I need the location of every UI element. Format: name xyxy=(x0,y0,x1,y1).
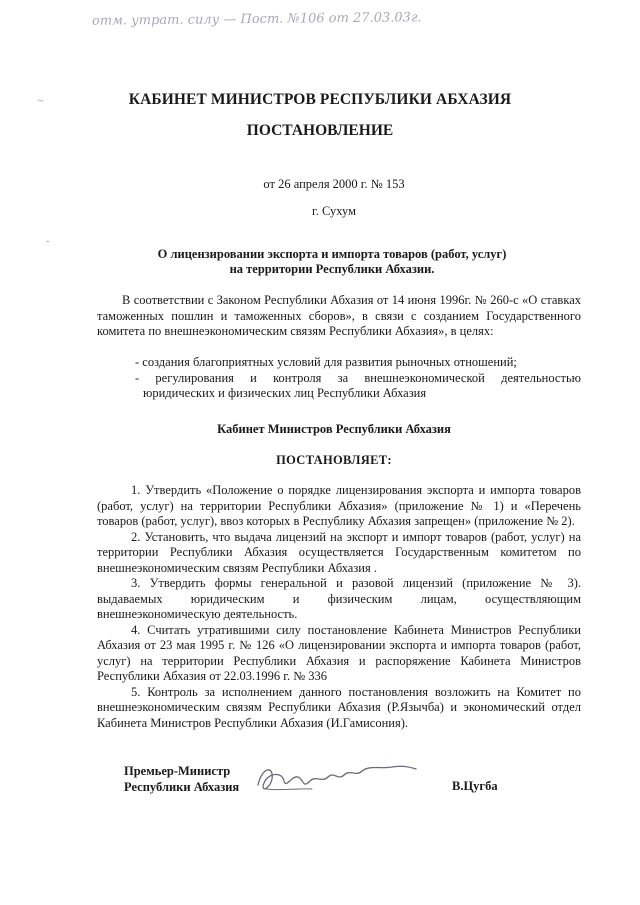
resolution-item: 3. Утвердить формы генеральной и разовой лицензий (приложение № 3). выдаваемых юридическим и физическим лицам, осуществляющим внешнеэкономическую деятельность. xyxy=(97,576,581,621)
signatory-position xyxy=(124,763,239,795)
document-city: г. Сухум xyxy=(311,204,356,218)
document-date-number: от 26 апреля 2000 г. № 153 xyxy=(263,177,405,191)
preamble-text: В соответствии с Законом Республики Абхазия от 14 июня 1996г. № 260-с «О ставках таможенных пошлин и таможенных сборов», в связи с созданием Государственного комитета по внешнеэкономическим связям Республики Абхазия», в целях: xyxy=(97,293,581,338)
margin-mark: - xyxy=(46,236,50,247)
subject-line: О лицензировании экспорта и импорта товаров (работ, услуг) xyxy=(157,247,507,261)
document-title: КАБИНЕТ МИНИСТРОВ РЕСПУБЛИКИ АБХАЗИЯ xyxy=(128,91,512,108)
position-line: Республики Абхазия xyxy=(124,780,240,794)
position-line: Премьер-Министр xyxy=(124,764,231,778)
list-item: - регулирования и контроля за внешнеэкономической деятельностью xyxy=(135,370,581,385)
resolution-item: 5. Контроль за исполнением данного постановления возложить на Комитет по внешнеэкономическим связям Республики Абхазия (Р.Язычба) и экономический отдел Кабинета Министров Республики Абхазия (И.Гамисония). xyxy=(97,684,581,730)
list-item: - создания благоприятных условий для развития рыночных отношений; xyxy=(135,355,517,369)
resolution-item: 4. Считать утратившими силу постановление Кабинета Министров Республики Абхазия от 23 мая 1995 г. № 126 «О лицензировании экспорта и импорта товаров (работ, услуг) на территории Республики Абхазия и распоряжение Кабинета Министров Республики Абхазия от 22.03.1996 г. № 336 xyxy=(97,622,581,683)
handwritten-signature xyxy=(252,755,422,800)
issuing-body: Кабинет Министров Республики Абхазия xyxy=(217,422,451,436)
signer-name: В.Цугба xyxy=(452,779,498,793)
resolution-item: 1. Утвердить «Положение о порядке лицензирования экспорта и импорта товаров (работ, услуг) на территории Республики Абхазия» (приложение № 1) и «Перечень товаров (работ, услуг), ввоз которых в Республику Абхазия запрещен» (приложение № 2). xyxy=(97,483,581,528)
subject-line: на территории Республики Абхазии. xyxy=(229,262,435,276)
resolves-heading: ПОСТАНОВЛЯЕТ: xyxy=(276,453,392,467)
purpose-list xyxy=(135,355,581,402)
margin-mark: ~ xyxy=(38,96,44,107)
resolution-item: 2. Установить, что выдача лицензий на экспорт и импорт товаров (работ, услуг) на территории Республики Абхазия осуществляется Государственным комитетом по внешнеэкономическим связям Республики Абхазия . xyxy=(97,529,581,575)
document-type: ПОСТАНОВЛЕНИЕ xyxy=(246,122,394,139)
list-item-continuation: юридических и физических лиц Республики Абхазия xyxy=(143,386,427,400)
handwritten-annotation: отм. утрат. силу — Пост. №106 от 27.03.03г. xyxy=(91,10,422,29)
preamble xyxy=(97,293,581,340)
resolution-items xyxy=(97,483,581,731)
document-subject xyxy=(12,247,640,277)
